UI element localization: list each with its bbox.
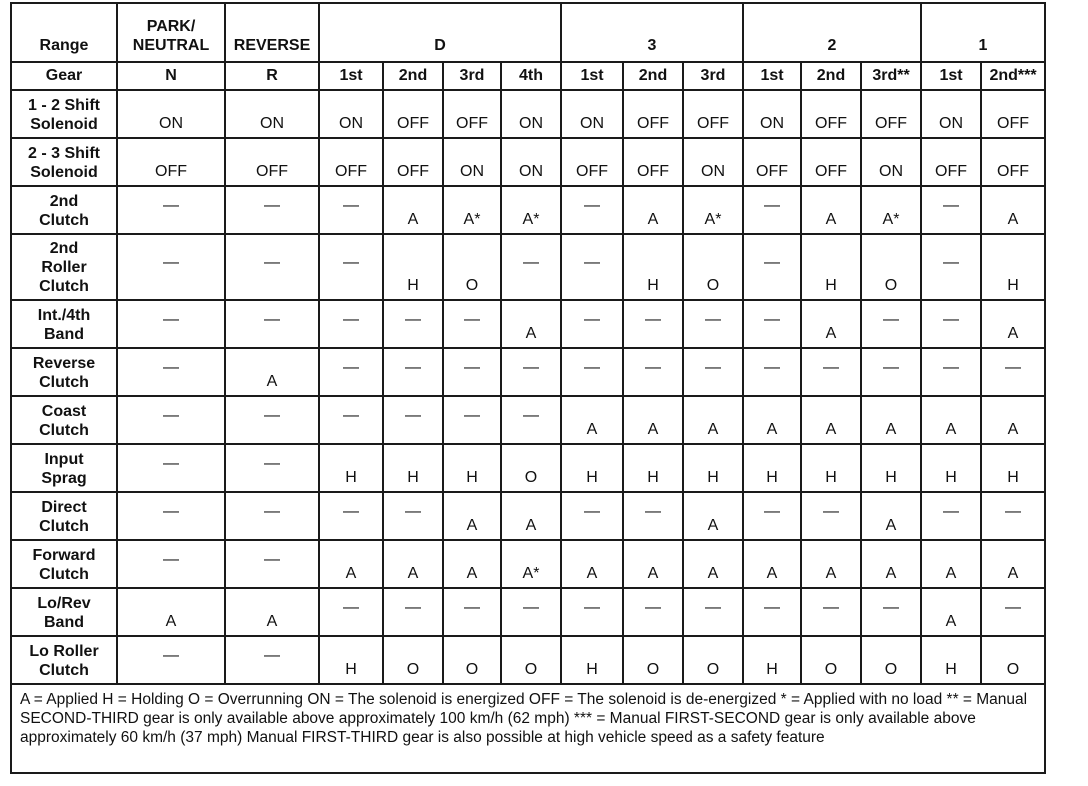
table-cell: ON	[117, 90, 225, 138]
table-cell: —	[683, 300, 743, 348]
range-header-row	[11, 3, 1045, 62]
table-cell: —	[561, 300, 623, 348]
table-cell: —	[981, 348, 1045, 396]
range-header	[117, 3, 225, 62]
gear-header: 1st	[743, 62, 801, 90]
table-cell: H	[921, 636, 981, 684]
table-cell: —	[743, 300, 801, 348]
text-line: 2 - 3 Shift	[27, 145, 100, 162]
gear-header: N	[117, 62, 225, 90]
text-line: 2	[827, 37, 837, 54]
table-cell: —	[383, 492, 443, 540]
table-cell: H	[921, 444, 981, 492]
table-cell: H	[561, 636, 623, 684]
text-line: D	[434, 37, 446, 54]
table-cell: O	[861, 636, 921, 684]
table-cell: A	[861, 396, 921, 444]
table-cell: —	[561, 492, 623, 540]
table-cell: A	[861, 492, 921, 540]
table-cell: H	[743, 636, 801, 684]
table-cell: —	[921, 348, 981, 396]
component-label	[11, 348, 117, 396]
shift-solenoid-clutch-application-table	[10, 2, 1046, 774]
table-cell: A	[443, 540, 501, 588]
component-label	[11, 540, 117, 588]
table-cell: A	[561, 396, 623, 444]
table-cell: —	[319, 492, 383, 540]
table-cell: —	[117, 492, 225, 540]
table-cell: —	[861, 348, 921, 396]
text-line: Coast	[41, 403, 87, 420]
text-line: Clutch	[39, 662, 89, 679]
table-cell: OFF	[383, 138, 443, 186]
table-row	[11, 492, 1045, 540]
table-cell: ON	[225, 90, 319, 138]
text-line: Clutch	[39, 212, 89, 229]
table-cell: H	[623, 444, 683, 492]
gear-header: 1st	[921, 62, 981, 90]
table-cell: —	[319, 588, 383, 636]
table-row	[11, 234, 1045, 300]
table-cell: A	[683, 540, 743, 588]
table-cell: A	[921, 396, 981, 444]
text-line: Solenoid	[30, 116, 98, 133]
table-row	[11, 588, 1045, 636]
table-cell: —	[319, 234, 383, 300]
component-label	[11, 444, 117, 492]
table-cell: OFF	[443, 90, 501, 138]
table-cell: OFF	[981, 138, 1045, 186]
table-cell: A	[561, 540, 623, 588]
table-cell: —	[861, 588, 921, 636]
table-cell: —	[501, 396, 561, 444]
table-cell: A	[623, 186, 683, 234]
table-cell: A	[683, 396, 743, 444]
table-cell: ON	[561, 90, 623, 138]
table-cell: —	[921, 492, 981, 540]
table-cell: H	[801, 444, 861, 492]
range-header	[225, 3, 319, 62]
table-row	[11, 540, 1045, 588]
text-line: Sprag	[41, 470, 87, 487]
text-line: 2nd	[49, 240, 79, 257]
table-cell: A	[743, 540, 801, 588]
table-cell: OFF	[861, 90, 921, 138]
table-cell: —	[743, 492, 801, 540]
table-cell: H	[319, 636, 383, 684]
table-cell: A	[623, 396, 683, 444]
footnote-row	[11, 684, 1045, 773]
table-cell: A	[501, 492, 561, 540]
table-cell: —	[443, 396, 501, 444]
table-cell: O	[861, 234, 921, 300]
table-cell: —	[443, 300, 501, 348]
table-cell: A	[981, 300, 1045, 348]
gear-label: Gear	[11, 62, 117, 90]
text-line: REVERSE	[233, 37, 311, 54]
text-line: Clutch	[39, 566, 89, 583]
table-row	[11, 90, 1045, 138]
table-cell: —	[383, 588, 443, 636]
table-cell: —	[117, 186, 225, 234]
table-row	[11, 186, 1045, 234]
table-cell: —	[319, 396, 383, 444]
table-cell: OFF	[981, 90, 1045, 138]
table-cell: OFF	[921, 138, 981, 186]
table-cell: A	[801, 186, 861, 234]
text-line: Input	[44, 451, 84, 468]
gear-header: 1st	[561, 62, 623, 90]
table-cell: —	[443, 588, 501, 636]
range-header	[561, 3, 743, 62]
range-header	[921, 3, 1045, 62]
table-cell: OFF	[801, 138, 861, 186]
table-cell: —	[561, 234, 623, 300]
component-label	[11, 138, 117, 186]
table-cell: ON	[319, 90, 383, 138]
table-cell: A*	[861, 186, 921, 234]
table-cell: H	[443, 444, 501, 492]
component-label	[11, 588, 117, 636]
table-cell: ON	[921, 90, 981, 138]
table-cell: —	[225, 186, 319, 234]
text-line: Forward	[32, 547, 96, 564]
table-cell: —	[561, 348, 623, 396]
table-cell: OFF	[561, 138, 623, 186]
table-cell: A*	[443, 186, 501, 234]
table-cell: —	[921, 300, 981, 348]
table-cell: O	[623, 636, 683, 684]
table-cell: A*	[501, 540, 561, 588]
table-cell: OFF	[225, 138, 319, 186]
table-row	[11, 300, 1045, 348]
table-cell: A	[981, 396, 1045, 444]
text-line: 1	[978, 37, 988, 54]
text-line: NEUTRAL	[132, 37, 210, 54]
table-cell: —	[743, 348, 801, 396]
text-line: Direct	[41, 499, 87, 516]
table-cell: —	[561, 186, 623, 234]
component-label	[11, 186, 117, 234]
text-line: Band	[44, 614, 84, 631]
table-cell: O	[683, 636, 743, 684]
gear-header: 2nd	[383, 62, 443, 90]
table-cell: A	[383, 186, 443, 234]
table-cell: OFF	[623, 138, 683, 186]
table-cell: ON	[501, 138, 561, 186]
table-cell: —	[443, 348, 501, 396]
table-cell: A*	[501, 186, 561, 234]
table-cell: O	[383, 636, 443, 684]
table-cell: —	[319, 186, 383, 234]
text-line: Lo/Rev	[37, 595, 91, 612]
table-cell: —	[861, 300, 921, 348]
table-row	[11, 636, 1045, 684]
table-cell: OFF	[743, 138, 801, 186]
gear-header: 3rd	[443, 62, 501, 90]
table-cell: A*	[683, 186, 743, 234]
table-cell: O	[501, 636, 561, 684]
table-cell: H	[623, 234, 683, 300]
table-row	[11, 396, 1045, 444]
table-cell: A	[743, 396, 801, 444]
table-cell: ON	[443, 138, 501, 186]
table-cell: A	[921, 540, 981, 588]
text-line: Band	[44, 326, 84, 343]
table-cell: A	[117, 588, 225, 636]
table-cell: A	[225, 588, 319, 636]
gear-header: 3rd**	[861, 62, 921, 90]
table-cell: ON	[861, 138, 921, 186]
table-cell: —	[225, 396, 319, 444]
table-cell: —	[623, 588, 683, 636]
table-cell: O	[801, 636, 861, 684]
table-cell: —	[981, 588, 1045, 636]
table-cell: A	[623, 540, 683, 588]
gear-header: R	[225, 62, 319, 90]
text-line: Roller	[41, 259, 87, 276]
table-cell: —	[117, 540, 225, 588]
table-cell: A	[921, 588, 981, 636]
table-cell: —	[225, 540, 319, 588]
table-cell: —	[225, 492, 319, 540]
table-cell: —	[683, 348, 743, 396]
table-cell: O	[443, 636, 501, 684]
text-line: Clutch	[39, 422, 89, 439]
table-cell: A	[501, 300, 561, 348]
table-cell: —	[921, 186, 981, 234]
table-cell: H	[683, 444, 743, 492]
table-cell: —	[383, 396, 443, 444]
table-cell: OFF	[383, 90, 443, 138]
table-cell: —	[501, 234, 561, 300]
table-cell: ON	[743, 90, 801, 138]
gear-header: 3rd	[683, 62, 743, 90]
table-cell: —	[623, 300, 683, 348]
table-cell: OFF	[319, 138, 383, 186]
table-cell: A	[225, 348, 319, 396]
table-cell: —	[383, 300, 443, 348]
table-cell: —	[117, 636, 225, 684]
table-cell: A	[683, 492, 743, 540]
text-line: Solenoid	[30, 164, 98, 181]
table-cell: —	[501, 588, 561, 636]
text-line: Clutch	[39, 374, 89, 391]
text-line: Clutch	[39, 278, 89, 295]
table-cell: OFF	[117, 138, 225, 186]
gear-header-row	[11, 62, 1045, 90]
table-cell: A	[801, 540, 861, 588]
table-row	[11, 348, 1045, 396]
table-cell: H	[561, 444, 623, 492]
text-line: 2nd	[49, 193, 79, 210]
table-cell: H	[981, 444, 1045, 492]
table-cell: H	[743, 444, 801, 492]
text-line: PARK/	[146, 18, 196, 35]
table-cell: H	[383, 234, 443, 300]
table-cell: —	[383, 348, 443, 396]
table-cell: —	[981, 492, 1045, 540]
gear-header: 2nd***	[981, 62, 1045, 90]
gear-header: 1st	[319, 62, 383, 90]
text-line: Lo Roller	[29, 643, 99, 660]
table-row	[11, 444, 1045, 492]
table-cell: —	[117, 300, 225, 348]
component-label	[11, 90, 117, 138]
table-cell: O	[501, 444, 561, 492]
table-cell: —	[117, 444, 225, 492]
table-cell: O	[981, 636, 1045, 684]
table-cell: —	[921, 234, 981, 300]
table-cell: OFF	[623, 90, 683, 138]
table-cell: —	[319, 348, 383, 396]
table-cell: H	[981, 234, 1045, 300]
table-cell: OFF	[801, 90, 861, 138]
component-label	[11, 492, 117, 540]
table-cell: A	[981, 186, 1045, 234]
table-cell: —	[117, 234, 225, 300]
table-cell: ON	[683, 138, 743, 186]
table-cell: A	[801, 396, 861, 444]
table-cell: A	[443, 492, 501, 540]
range-header	[319, 3, 561, 62]
text-line: 3	[647, 37, 657, 54]
table-cell: —	[225, 444, 319, 492]
table-cell: A	[801, 300, 861, 348]
table-cell: —	[561, 588, 623, 636]
table-cell: —	[501, 348, 561, 396]
legend-footnote: A = Applied H = Holding O = Overrunning ON = The solenoid is energized OFF = The solenoid is de-energized * = Applied with no load ** = Manual SECOND-THIRD gear is only available above approximately 100 km/h (62 mph) *** = Manual FIRST-SECOND gear is only available above approximately 60 km/h (37 mph) Manual FIRST-THIRD gear is also possible at high vehicle speed as a safety feature	[11, 684, 1045, 773]
table-cell: —	[801, 348, 861, 396]
table-cell: H	[801, 234, 861, 300]
table-cell: —	[225, 636, 319, 684]
table-row	[11, 138, 1045, 186]
table-cell: H	[319, 444, 383, 492]
table-cell: H	[383, 444, 443, 492]
gear-header: 4th	[501, 62, 561, 90]
component-label	[11, 234, 117, 300]
range-label: Range	[11, 3, 117, 62]
table-cell: A	[981, 540, 1045, 588]
table-cell: A	[861, 540, 921, 588]
table-cell: —	[319, 300, 383, 348]
table-cell: A	[383, 540, 443, 588]
table-cell: —	[225, 234, 319, 300]
table-cell: O	[443, 234, 501, 300]
table-cell: —	[117, 396, 225, 444]
component-label	[11, 636, 117, 684]
table-cell: —	[801, 588, 861, 636]
text-line: 1 - 2 Shift	[27, 97, 100, 114]
table-cell: —	[683, 588, 743, 636]
gear-header: 2nd	[801, 62, 861, 90]
table-cell: —	[623, 348, 683, 396]
component-label	[11, 300, 117, 348]
table-cell: —	[743, 234, 801, 300]
text-line: Clutch	[39, 518, 89, 535]
table-cell: ON	[501, 90, 561, 138]
table-cell: H	[861, 444, 921, 492]
component-label	[11, 396, 117, 444]
table-cell: OFF	[683, 90, 743, 138]
table-cell: —	[801, 492, 861, 540]
text-line: Reverse	[32, 355, 96, 372]
table-cell: —	[117, 348, 225, 396]
table-cell: O	[683, 234, 743, 300]
table-cell: —	[743, 186, 801, 234]
table-cell: —	[743, 588, 801, 636]
table-cell: A	[319, 540, 383, 588]
table-cell: —	[623, 492, 683, 540]
text-line: Int./4th	[37, 307, 91, 324]
table-cell: —	[225, 300, 319, 348]
range-header	[743, 3, 921, 62]
gear-header: 2nd	[623, 62, 683, 90]
